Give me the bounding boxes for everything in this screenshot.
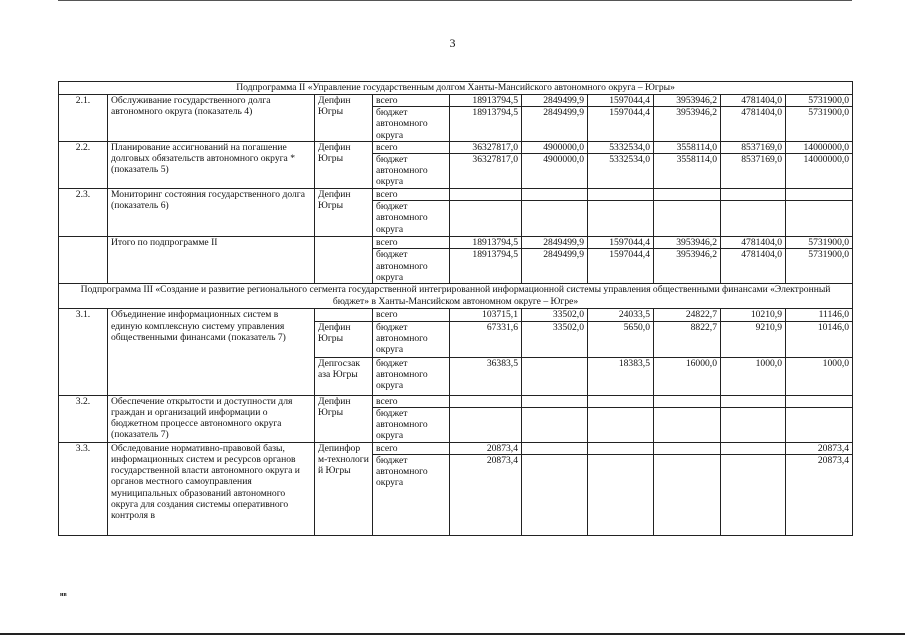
value-cell: 4781404,0	[721, 107, 786, 142]
value-cell	[522, 442, 588, 454]
value-cell: 33502,0	[522, 321, 588, 357]
value-cell	[522, 407, 588, 442]
row-number: 2.3.	[59, 189, 108, 237]
table-row	[59, 189, 853, 201]
value-cell: 103715,1	[450, 309, 522, 321]
value-cell: 2849499,9	[522, 95, 588, 107]
value-cell	[450, 189, 522, 201]
value-cell: 4781404,0	[721, 237, 786, 249]
value-cell: 16000,0	[654, 357, 721, 395]
value-cell: 20873,4	[450, 455, 522, 536]
value-cell: 20873,4	[450, 442, 522, 454]
executor: Депинфор м-технологи й Югры	[315, 442, 373, 535]
row-number: 3.3.	[59, 442, 108, 535]
funding-source: всего	[373, 95, 450, 107]
executor	[315, 309, 373, 321]
table-row	[59, 237, 853, 249]
value-cell: 5332534,0	[588, 141, 654, 153]
value-cell: 18383,5	[588, 357, 654, 395]
funding-source: бюджет автономного округа	[373, 455, 450, 536]
value-cell: 2849499,9	[522, 249, 588, 284]
value-cell	[588, 189, 654, 201]
value-cell	[588, 442, 654, 454]
funding-source: всего	[373, 189, 450, 201]
value-cell	[522, 455, 588, 536]
value-cell: 1597044,4	[588, 249, 654, 284]
value-cell: 5731900,0	[786, 107, 853, 142]
funding-source: всего	[373, 395, 450, 407]
value-cell: 4900000,0	[522, 141, 588, 153]
value-cell: 4900000,0	[522, 154, 588, 189]
value-cell	[522, 395, 588, 407]
page-number: 3	[449, 36, 456, 50]
value-cell	[450, 201, 522, 237]
value-cell: 20873,4	[786, 455, 853, 536]
value-cell	[522, 201, 588, 237]
measure-name: Объединение информационных систем в единую комплексную систему управления общественными финансами (показатель 7)	[108, 309, 315, 395]
value-cell: 2849499,9	[522, 107, 588, 142]
measure-name: Обслуживание государственного долга автономного округа (показатель 4)	[108, 95, 315, 142]
executor: Депфин Югры	[315, 321, 373, 357]
subprogram-3-header: Подпрограмма III «Создание и развитие регионального сегмента государственной интегрированной информационной системы управления общественными финансами «Электронный бюджет» в Ханты-Мансийском автономном округе – Югре»	[59, 284, 853, 309]
funding-source: всего	[373, 309, 450, 321]
value-cell: 5731900,0	[786, 95, 853, 107]
value-cell: 36327817,0	[450, 141, 522, 153]
executor: Депгосзак аза Югры	[315, 357, 373, 395]
value-cell: 14000000,0	[786, 141, 853, 153]
funding-source: бюджет автономного округа	[373, 201, 450, 237]
value-cell: 10146,0	[786, 321, 853, 357]
value-cell: 1597044,4	[588, 237, 654, 249]
scan-bottom-line	[0, 633, 905, 635]
funding-source: бюджет автономного округа	[373, 321, 450, 357]
executor	[315, 237, 373, 284]
value-cell: 4781404,0	[721, 249, 786, 284]
value-cell: 18913794,5	[450, 237, 522, 249]
value-cell	[588, 395, 654, 407]
value-cell	[721, 189, 786, 201]
value-cell: 1000,0	[786, 357, 853, 395]
value-cell: 14000000,0	[786, 154, 853, 189]
value-cell: 18913794,5	[450, 107, 522, 142]
subprogram-2-header: Подпрограмма II «Управление государственным долгом Ханты-Мансийского автономного округа – Югры»	[59, 82, 853, 95]
value-cell: 24822,7	[654, 309, 721, 321]
value-cell	[721, 407, 786, 442]
value-cell	[654, 395, 721, 407]
value-cell: 11146,0	[786, 309, 853, 321]
value-cell: 4781404,0	[721, 95, 786, 107]
value-cell	[588, 407, 654, 442]
value-cell	[721, 201, 786, 237]
value-cell	[450, 395, 522, 407]
value-cell	[721, 442, 786, 454]
table-row	[59, 141, 853, 153]
measure-name: Обследование нормативно-правовой базы, информационных систем и ресурсов органов государственной власти автономного округа и органов местного самоуправления муниципальных образований автономного округа для создания системы оперативного контроля в	[108, 442, 315, 535]
footer-mark: нв	[60, 592, 67, 598]
table-row	[59, 395, 853, 407]
table-row	[59, 442, 853, 454]
value-cell	[786, 395, 853, 407]
value-cell: 18913794,5	[450, 95, 522, 107]
value-cell: 67331,6	[450, 321, 522, 357]
value-cell	[654, 442, 721, 454]
value-cell: 5731900,0	[786, 249, 853, 284]
row-number: 2.1.	[59, 95, 108, 142]
funding-source: бюджет автономного округа	[373, 249, 450, 284]
row-number: 3.1.	[59, 309, 108, 395]
value-cell	[450, 407, 522, 442]
executor: Депфин Югры	[315, 141, 373, 188]
value-cell: 3953946,2	[654, 237, 721, 249]
total-label: Итого по подпрограмме II	[108, 237, 315, 284]
value-cell	[786, 201, 853, 237]
value-cell: 3953946,2	[654, 95, 721, 107]
value-cell: 1597044,4	[588, 95, 654, 107]
value-cell: 36383,5	[450, 357, 522, 395]
value-cell: 8537169,0	[721, 154, 786, 189]
value-cell: 33502,0	[522, 309, 588, 321]
value-cell: 5332534,0	[588, 154, 654, 189]
value-cell: 3953946,2	[654, 249, 721, 284]
value-cell: 5650,0	[588, 321, 654, 357]
value-cell: 1000,0	[721, 357, 786, 395]
value-cell	[786, 407, 853, 442]
value-cell: 3558114,0	[654, 154, 721, 189]
executor: Депфин Югры	[315, 189, 373, 237]
funding-source: бюджет автономного округа	[373, 154, 450, 189]
value-cell: 18913794,5	[450, 249, 522, 284]
value-cell: 3953946,2	[654, 107, 721, 142]
value-cell	[786, 189, 853, 201]
executor: Депфин Югры	[315, 395, 373, 442]
value-cell	[654, 407, 721, 442]
value-cell: 3558114,0	[654, 141, 721, 153]
value-cell: 36327817,0	[450, 154, 522, 189]
measure-name: Мониторинг состояния государственного долга (показатель 6)	[108, 189, 315, 237]
value-cell	[654, 189, 721, 201]
funding-source: бюджет автономного округа	[373, 357, 450, 395]
funding-source: всего	[373, 141, 450, 153]
value-cell: 1597044,4	[588, 107, 654, 142]
executor: Депфин Югры	[315, 95, 373, 142]
funding-source: бюджет автономного округа	[373, 107, 450, 142]
budget-table	[58, 81, 853, 536]
row-number: 3.2.	[59, 395, 108, 442]
value-cell	[721, 455, 786, 536]
row-number	[59, 237, 108, 284]
value-cell	[522, 357, 588, 395]
value-cell: 8822,7	[654, 321, 721, 357]
value-cell: 24033,5	[588, 309, 654, 321]
value-cell	[522, 189, 588, 201]
value-cell	[721, 395, 786, 407]
value-cell	[654, 455, 721, 536]
value-cell	[654, 201, 721, 237]
scan-top-line	[58, 0, 852, 1]
row-number: 2.2.	[59, 141, 108, 188]
value-cell: 8537169,0	[721, 141, 786, 153]
value-cell: 9210,9	[721, 321, 786, 357]
measure-name: Обеспечение открытости и доступности для граждан и организаций информации о бюджетном процессе автономного округа (показатель 7)	[108, 395, 315, 442]
value-cell	[588, 201, 654, 237]
funding-source: всего	[373, 237, 450, 249]
funding-source: бюджет автономного округа	[373, 407, 450, 442]
value-cell: 2849499,9	[522, 237, 588, 249]
value-cell	[588, 455, 654, 536]
measure-name: Планирование ассигнований на погашение долговых обязательств автономного округа * (показатель 5)	[108, 141, 315, 188]
value-cell: 10210,9	[721, 309, 786, 321]
value-cell: 20873,4	[786, 442, 853, 454]
table-row	[59, 309, 853, 321]
table-row	[59, 95, 853, 107]
funding-source: всего	[373, 442, 450, 454]
value-cell: 5731900,0	[786, 237, 853, 249]
